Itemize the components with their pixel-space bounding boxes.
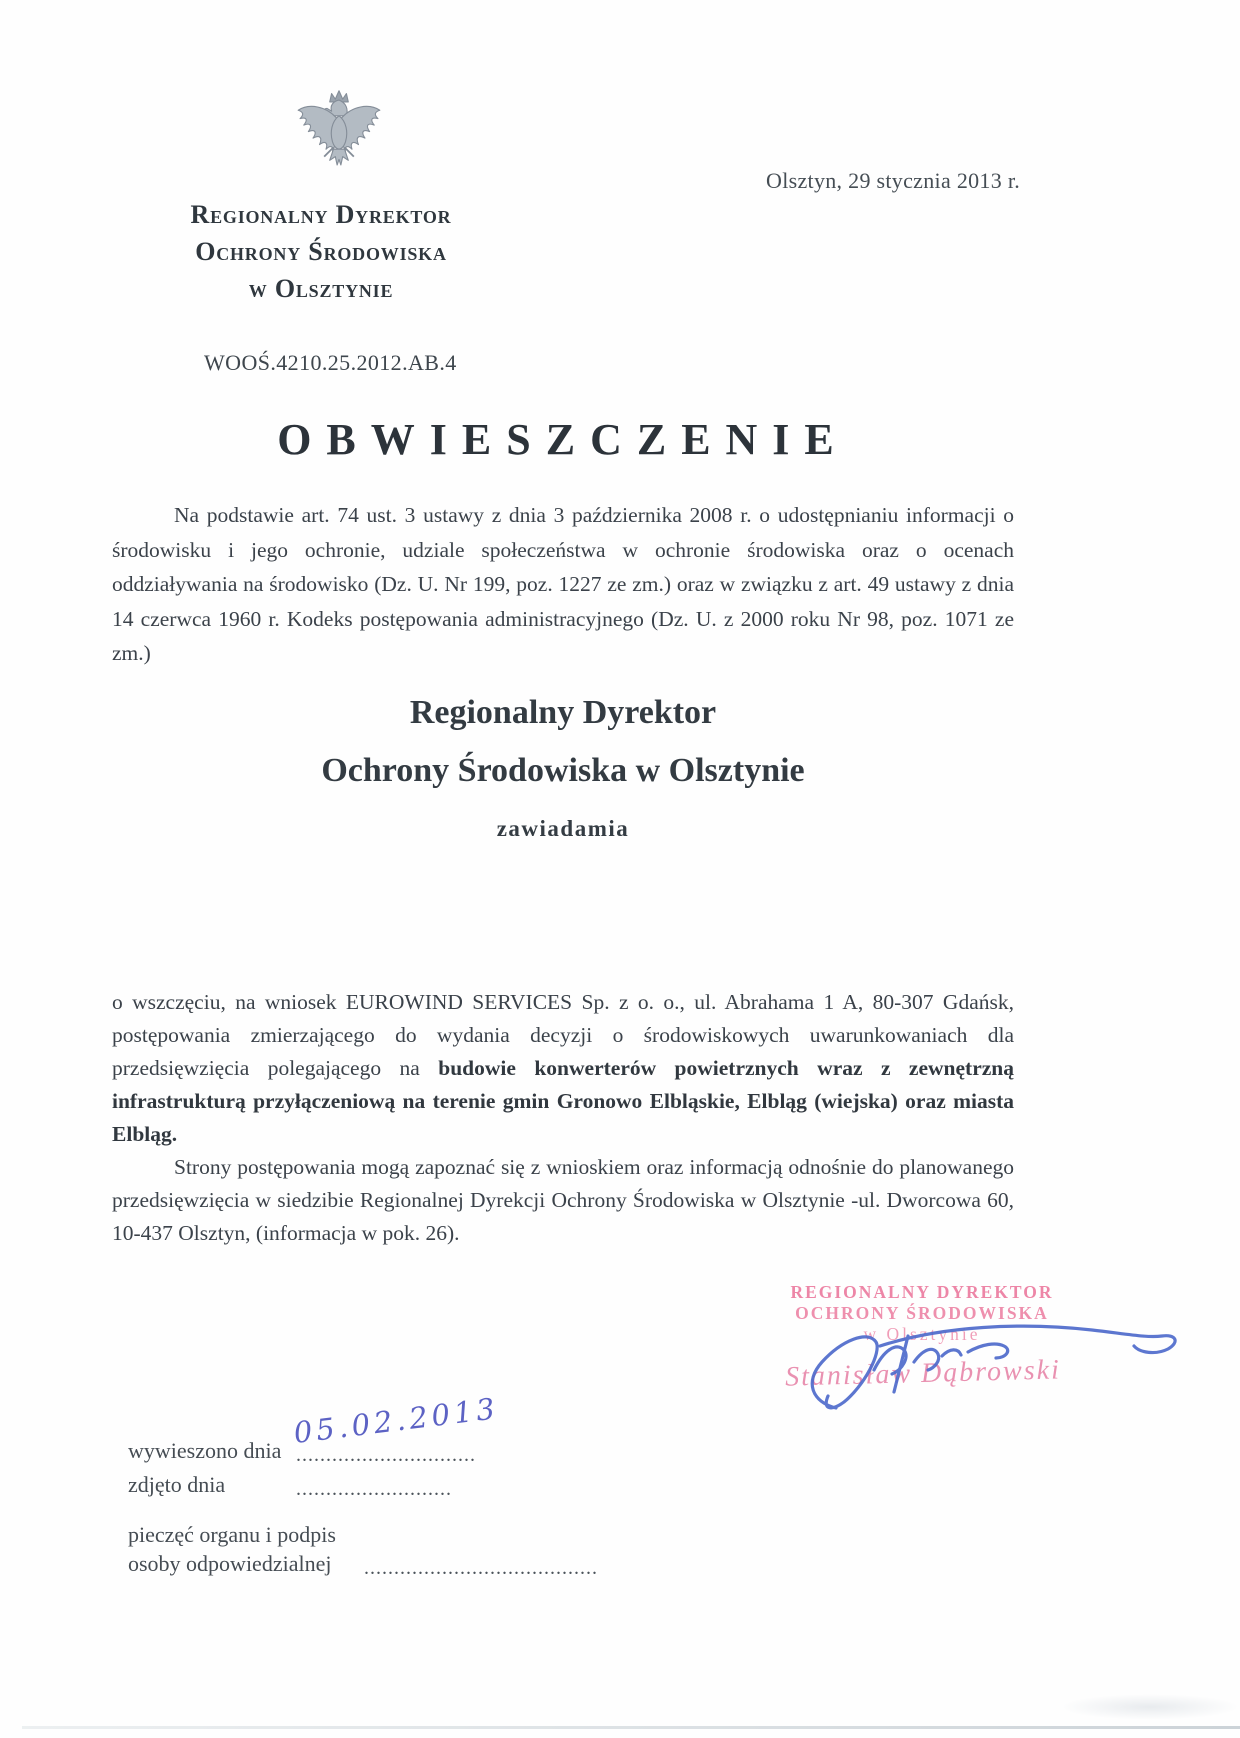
letterhead-line-1: Regionalny Dyrektor [190, 200, 452, 229]
body-text [112, 986, 1014, 1250]
reference-number: WOOŚ.4210.25.2012.AB.4 [204, 350, 457, 375]
removed-date-label: zdjęto dnia [128, 1472, 226, 1497]
info-paragraph: Strony postępowania mogą zapoznać się z wnioskiem oraz informacją odnośnie do planowanego przedsięwzięcia w siedzibie Regionalnej Dyrekcji Ochrony Środowiska w Olsztynie -ul. Dworcowa 60, 10-437 Olsztyn, (informacja w pok. 26). [112, 1155, 1014, 1245]
posted-date-label: wywieszono dnia [128, 1438, 282, 1463]
scan-edge-line [22, 1726, 1240, 1729]
main-paragraph-normal: o wszczęciu, na wniosek EUROWIND SERVICES Sp. z o. o., ul. Abrahama 1 A, 80-307 Gdańsk, postępowania zmierzającego do wydania decyzji o środowiskowych uwarunkowaniach dla przedsięwzięcia polegającego na [112, 990, 1014, 1080]
legal-basis-paragraph: Na podstawie art. 74 ust. 3 ustawy z dnia 3 października 2008 r. o udostępnianiu informacji o środowisku i jego ochronie, udziale społeczeństwa w ochronie środowiska oraz o ocenach oddziaływania na środowisko (Dz. U. Nr 199, poz. 1227 ze zm.) oraz w związku z art. 49 ustawy z dnia 14 czerwca 1960 r. Kodeks postępowania administracyjnego (Dz. U. z 2000 roku Nr 98, poz. 1071 ze zm.) [112, 503, 1014, 665]
notice-verb: zawiadamia [496, 816, 630, 841]
seal-dots: ....................................... [364, 1557, 598, 1579]
seal-label-line-1: pieczęć organu i podpis [128, 1522, 336, 1547]
letterhead-line-3: w Olsztynie [248, 274, 394, 303]
authority-heading-line-2: Ochrony Środowiska w Olsztynie [321, 752, 805, 789]
posted-date-dots: .............................. [296, 1444, 476, 1466]
posted-date-handwritten: 05.02.2013 [291, 1391, 501, 1450]
date-line: Olsztyn, 29 stycznia 2013 r. [766, 168, 1021, 193]
polish-eagle-icon [292, 88, 386, 190]
main-paragraph [112, 986, 1014, 1151]
stamp-signature-name: Stanisław Dąbrowski [784, 1354, 1062, 1393]
handwritten-signature [792, 1308, 1212, 1420]
removed-date-dots: .......................... [296, 1478, 452, 1500]
scan-smudge [1060, 1694, 1240, 1720]
authority-heading-line-1: Regionalny Dyrektor [409, 694, 717, 731]
seal-label-line-2: osoby odpowiedzialnej [128, 1551, 332, 1576]
document-title: OBWIESZCZENIE [277, 415, 849, 464]
main-paragraph-bold: budowie konwerterów powietrznych wraz z zewnętrzną infrastrukturą przyłączeniową na terenie gmin Gronowo Elbląskie, Elbląg (wiejska) oraz miasta Elbląg. [112, 1056, 1014, 1146]
stamp-line-3: w Olsztynie [863, 1324, 981, 1344]
letterhead-line-2: Ochrony Środowiska [195, 237, 447, 266]
stamp-line-2: OCHRONY ŚRODOWISKA [795, 1303, 1049, 1323]
stamp-line-1: REGIONALNY DYREKTOR [790, 1282, 1054, 1302]
letterhead [148, 196, 494, 307]
